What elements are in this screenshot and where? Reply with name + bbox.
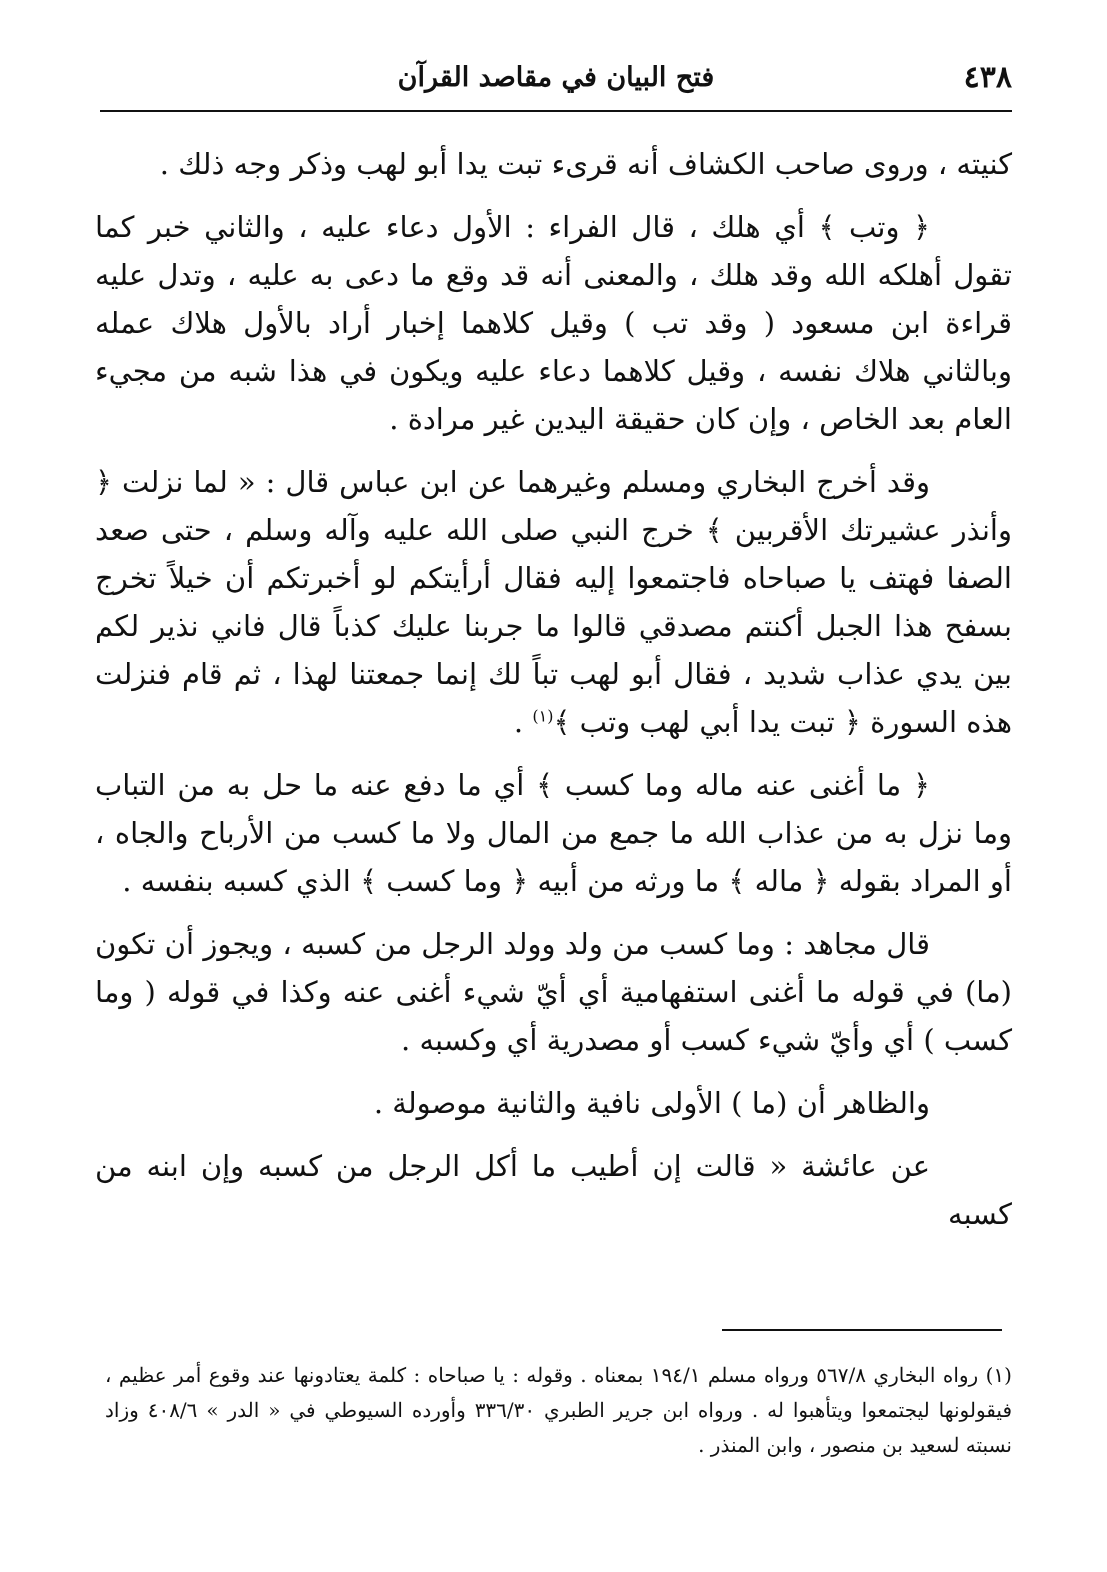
header-rule	[100, 110, 1012, 112]
paragraph-6: والظاهر أن (ما ) الأولى نافية والثانية موصولة .	[373, 1086, 930, 1120]
paragraph-1: كنيته ، وروى صاحب الكشاف أنه قرىء تبت يدا أبو لهب وذكر وجه ذلك .	[159, 147, 1012, 181]
paragraph-3	[95, 458, 1012, 746]
running-title: فتح البيان في مقاصد القرآن	[397, 62, 715, 93]
paragraph-3-text: وقد أخرج البخاري ومسلم وغيرهما عن ابن عباس قال : « لما نزلت ﴿ وأنذر عشيرتك الأقربين ﴾ خرج النبي صلى الله عليه وآله وسلم ، حتى صعد الصفا فهتف يا صباحاه فاجتمعوا إليه فقال أرأيتكم لو أخبرتكم أن خيلاً تخرج بسفح هذا الجبل أكنتم مصدقي قالوا ما جربنا عليك كذباً قال فاني نذير لكم بين يدي عذاب شديد ، فقال أبو لهب تباً لك إنما جمعتنا لهذا ، ثم قام فنزلت هذه السورة ﴿ تبت يدا أبي لهب وتب ﴾	[95, 465, 1012, 739]
body-text	[95, 140, 1012, 1253]
paragraph-7: عن عائشة « قالت إن أطيب ما أكل الرجل من كسبه وإن ابنه من كسبه	[95, 1149, 1012, 1231]
paragraph-5: قال مجاهد : وما كسب من ولد وولد الرجل من كسبه ، ويجوز أن تكون (ما) في قوله ما أغنى استفهامية أي أيّ شيء أغنى عنه وكذا في قوله ( وما كسب ) أي وأيّ شيء كسب أو مصدرية أي وكسبه .	[95, 927, 1012, 1057]
footnote-reference: (١)	[532, 706, 554, 726]
footnotes	[105, 1358, 1012, 1463]
footnote-1: (١) رواه البخاري ٥٦٧/٨ ورواه مسلم ١٩٤/١ بمعناه . وقوله : يا صباحاه : كلمة يعتادونها عند وقوع أمر عظيم ، فيقولونها ليجتمعوا ويتأهبوا له . ورواه ابن جرير الطبري ٣٣٦/٣٠ وأورده السيوطي في « الدر » ٤٠٨/٦ وزاد نسبته لسعيد بن منصور ، وابن المنذر .	[105, 1363, 1013, 1457]
footnote-rule	[722, 1329, 1002, 1331]
paragraph-2: ﴿ وتب ﴾ أي هلك ، قال الفراء : الأول دعاء عليه ، والثاني خبر كما تقول أهلكه الله وقد هلك ، والمعنى أنه قد وقع ما دعى به عليه ، وتدل عليه قراءة ابن مسعود ( وقد تب ) وقيل كلاهما إخبار أراد بالأول هلاك عمله وبالثاني هلاك نفسه ، وقيل كلاهما دعاء عليه ويكون في هذا شبه من مجيء العام بعد الخاص ، وإن كان حقيقة اليدين غير مرادة .	[95, 210, 1012, 436]
paragraph-4: ﴿ ما أغنى عنه ماله وما كسب ﴾ أي ما دفع عنه ما حل به من التباب وما نزل به من عذاب الله ما جمع من المال ولا ما كسب من الأرباح والجاه ، أو المراد بقوله ﴿ ماله ﴾ ما ورثه من أبيه ﴿ وما كسب ﴾ الذي كسبه بنفسه .	[95, 768, 1012, 898]
paragraph-3-end: .	[513, 705, 533, 739]
page-number: ٤٣٨	[963, 60, 1012, 95]
page-header	[100, 58, 1012, 108]
